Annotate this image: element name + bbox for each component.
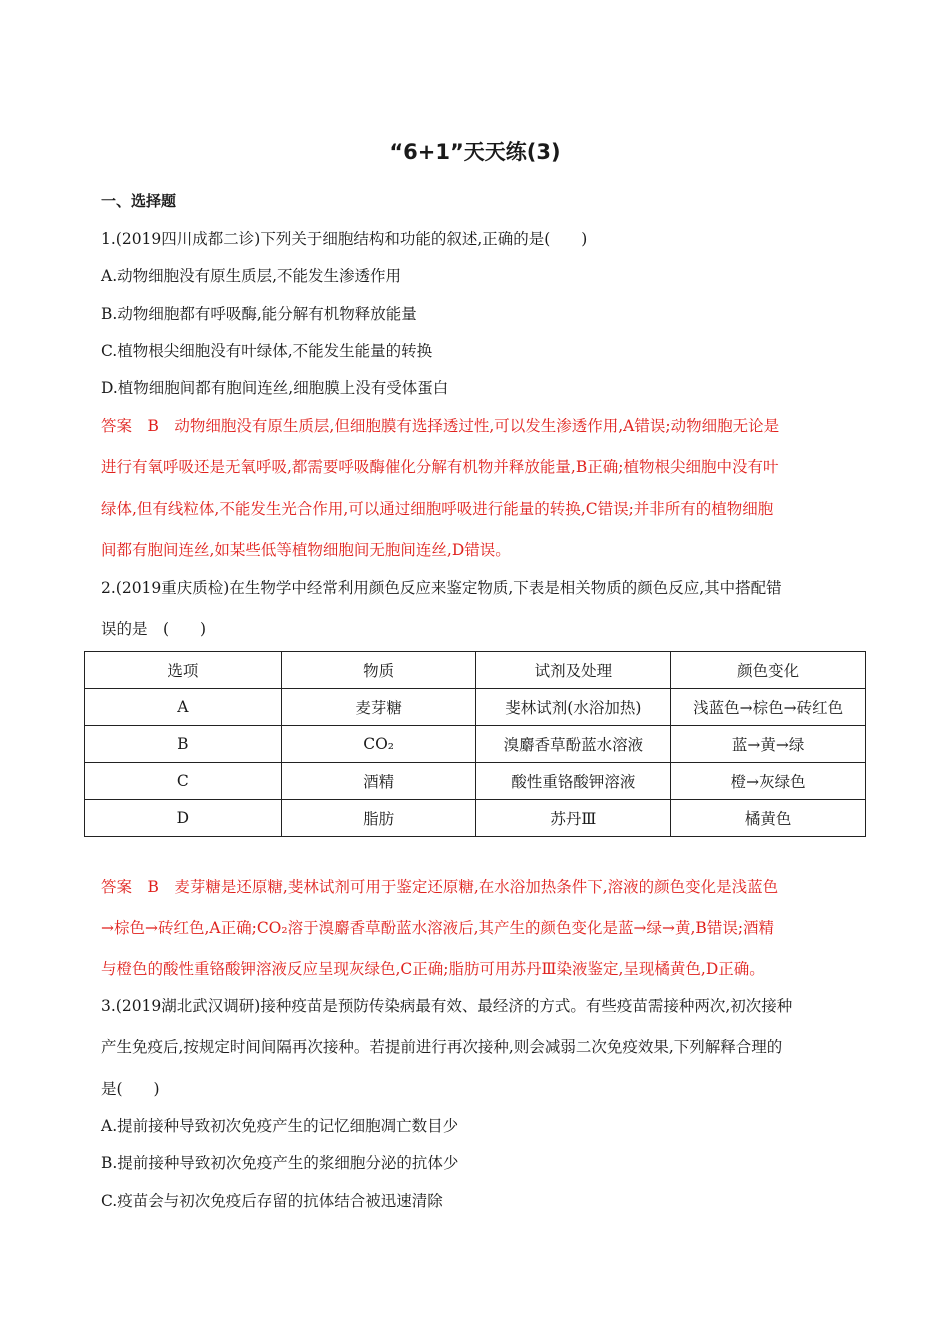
table-cell: 斐林试剂(水浴加热) [476,689,671,726]
question-1-answer-line: 绿体,但有线粒体,不能发生光合作用,可以通过细胞呼吸进行能量的转换,C错误;并非所有的植物细胞 [101,500,774,518]
table-cell: CO₂ [281,726,476,763]
table-header-row [85,652,866,689]
table-header-cell: 颜色变化 [671,652,866,689]
table-row [85,726,866,763]
question-1-answer-line: 间都有胞间连丝,如某些低等植物细胞间无胞间连丝,D错误。 [101,541,511,559]
table-cell: C [85,763,282,800]
table-cell: 酒精 [281,763,476,800]
table-row [85,763,866,800]
table-cell: 溴麝香草酚蓝水溶液 [476,726,671,763]
table-header-cell: 选项 [85,652,282,689]
question-1-stem: 1.(2019四川成都二诊)下列关于细胞结构和功能的叙述,正确的是( ) [101,230,588,248]
question-2-answer-line: 答案 B 麦芽糖是还原糖,斐林试剂可用于鉴定还原糖,在水浴加热条件下,溶液的颜色变化是浅蓝色 [101,878,779,896]
question-1-option-b: B.动物细胞都有呼吸酶,能分解有机物释放能量 [101,305,417,323]
question-1-answer-line: 答案 B 动物细胞没有原生质层,但细胞膜有选择透过性,可以发生渗透作用,A错误;动物细胞无论是 [101,417,780,435]
table-header-cell: 试剂及处理 [476,652,671,689]
table-cell: A [85,689,282,726]
reaction-table [84,651,866,837]
question-3-stem: 是( ) [101,1080,160,1098]
table-cell: 脂肪 [281,800,476,837]
table-cell: 蓝→黄→绿 [671,726,866,763]
question-2-stem: 2.(2019重庆质检)在生物学中经常利用颜色反应来鉴定物质,下表是相关物质的颜色反应,其中搭配错 [101,579,782,597]
table-cell: 橙→灰绿色 [671,763,866,800]
page-title: “6+1”天天练(3) [389,140,561,164]
table-cell: 浅蓝色→棕色→砖红色 [671,689,866,726]
question-3-stem: 产生免疫后,按规定时间间隔再次接种。若提前进行再次接种,则会减弱二次免疫效果,下列解释合理的 [101,1038,783,1056]
question-1-option-c: C.植物根尖细胞没有叶绿体,不能发生能量的转换 [101,342,433,360]
question-3-option-b: B.提前接种导致初次免疫产生的浆细胞分泌的抗体少 [101,1154,459,1172]
table-cell: 苏丹Ⅲ [476,800,671,837]
question-1-answer-line: 进行有氧呼吸还是无氧呼吸,都需要呼吸酶催化分解有机物并释放能量,B正确;植物根尖细胞中没有叶 [101,458,779,476]
table-row [85,689,866,726]
table-cell: D [85,800,282,837]
question-3-stem: 3.(2019湖北武汉调研)接种疫苗是预防传染病最有效、最经济的方式。有些疫苗需接种两次,初次接种 [101,997,793,1015]
question-2-answer-line: 与橙色的酸性重铬酸钾溶液反应呈现灰绿色,C正确;脂肪可用苏丹Ⅲ染液鉴定,呈现橘黄色,D正确。 [101,960,765,978]
question-1-option-d: D.植物细胞间都有胞间连丝,细胞膜上没有受体蛋白 [101,379,449,397]
table-cell: 橘黄色 [671,800,866,837]
question-3-option-c: C.疫苗会与初次免疫后存留的抗体结合被迅速清除 [101,1192,443,1210]
table-row [85,800,866,837]
question-3-option-a: A.提前接种导致初次免疫产生的记忆细胞凋亡数目少 [101,1117,459,1135]
question-2-stem: 误的是 ( ) [101,620,207,638]
question-1-option-a: A.动物细胞没有原生质层,不能发生渗透作用 [101,267,402,285]
table-cell: 麦芽糖 [281,689,476,726]
table-header-cell: 物质 [281,652,476,689]
section-heading: 一、选择题 [101,192,177,210]
table-cell: B [85,726,282,763]
table-cell: 酸性重铬酸钾溶液 [476,763,671,800]
question-2-answer-line: →棕色→砖红色,A正确;CO₂溶于溴麝香草酚蓝水溶液后,其产生的颜色变化是蓝→绿→黄,B错误;酒精 [101,919,775,937]
